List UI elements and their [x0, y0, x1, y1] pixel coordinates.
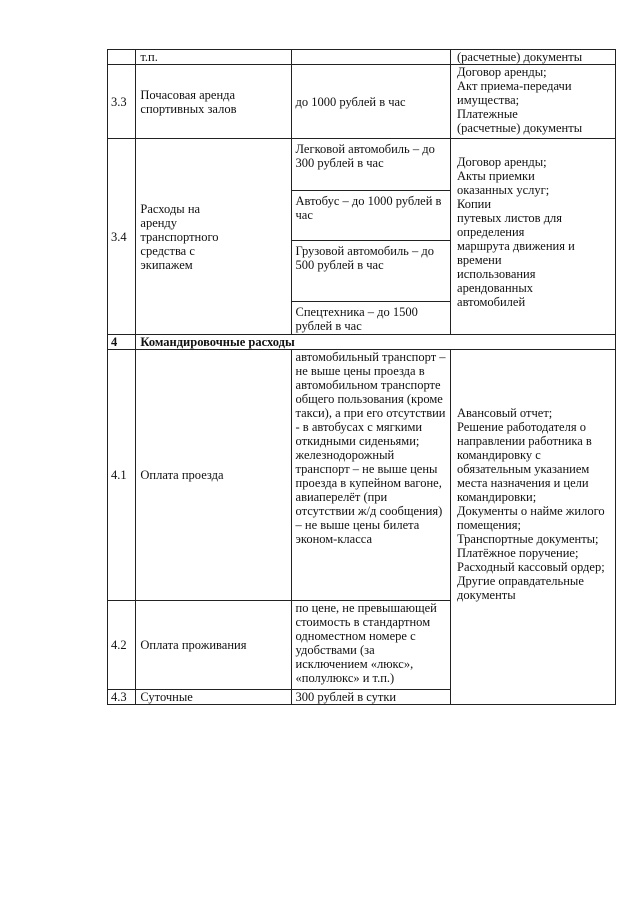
row-number: 4.1	[108, 350, 136, 601]
section-number: 4	[108, 335, 136, 350]
table-row	[108, 139, 616, 191]
expense-limit: по цене, не превышающей стоимость в стандартном одноместном номере с удобствами (за исключением «люкс», «полулюкс» и т.п.)	[291, 601, 451, 690]
row-number: 4.2	[108, 601, 136, 690]
row-number: 3.4	[108, 139, 136, 335]
required-documents: (расчетные) документы	[451, 50, 616, 65]
table-row	[108, 65, 616, 139]
expense-name: Оплата проезда	[136, 350, 291, 601]
expense-limit: 300 рублей в сутки	[291, 690, 451, 705]
expense-limit-bus: Автобус – до 1000 рублей в час	[291, 191, 451, 241]
expense-limit: автомобильный транспорт – не выше цены проезда в автомобильном транспорте общего пользования (кроме такси), а при его отсутствии - в автобусах с мягкими откидными сиденьями; железнодорожный транспорт – не выше цены проезда в купейном вагоне, авиаперелёт (при отсутствии ж/д сообщения) – не выше цены билета эконом-класса	[291, 350, 451, 601]
row-number: 3.3	[108, 65, 136, 139]
section-row	[108, 335, 616, 350]
expense-name: Расходы на аренду транспортного средства с экипажем	[136, 139, 291, 335]
required-documents: Договор аренды; Акт приема-передачи имущества; Платежные (расчетные) документы	[451, 65, 616, 139]
expense-name: Почасовая аренда спортивных залов	[136, 65, 291, 139]
expense-limit: до 1000 рублей в час	[291, 65, 451, 139]
required-documents: Авансовый отчет; Решение работодателя о направлении работника в командировку с обязательным указанием места назначения и цели командировки; Документы о найме жилого помещения; Транспортные документы; Платёжное поручение; Расходный кассовый ордер; Другие оправдательные документы	[451, 350, 616, 705]
expense-limit-truck: Грузовой автомобиль – до 500 рублей в час	[291, 241, 451, 302]
required-documents: Договор аренды; Акты приемки оказанных услуг; Копии путевых листов для определения маршрута движения и времени использования арендованных автомобилей	[451, 139, 616, 335]
row-number: 4.3	[108, 690, 136, 705]
section-title: Командировочные расходы	[136, 335, 616, 350]
row-number	[108, 50, 136, 65]
expense-table	[107, 49, 616, 705]
expense-limit	[291, 50, 451, 65]
expense-limit-special: Спецтехника – до 1500 рублей в час	[291, 302, 451, 335]
table-row	[108, 50, 616, 65]
table-row	[108, 350, 616, 601]
expense-name: Суточные	[136, 690, 291, 705]
expense-name: т.п.	[136, 50, 291, 65]
expense-limit-car: Легковой автомобиль – до 300 рублей в час	[291, 139, 451, 191]
expense-name: Оплата проживания	[136, 601, 291, 690]
